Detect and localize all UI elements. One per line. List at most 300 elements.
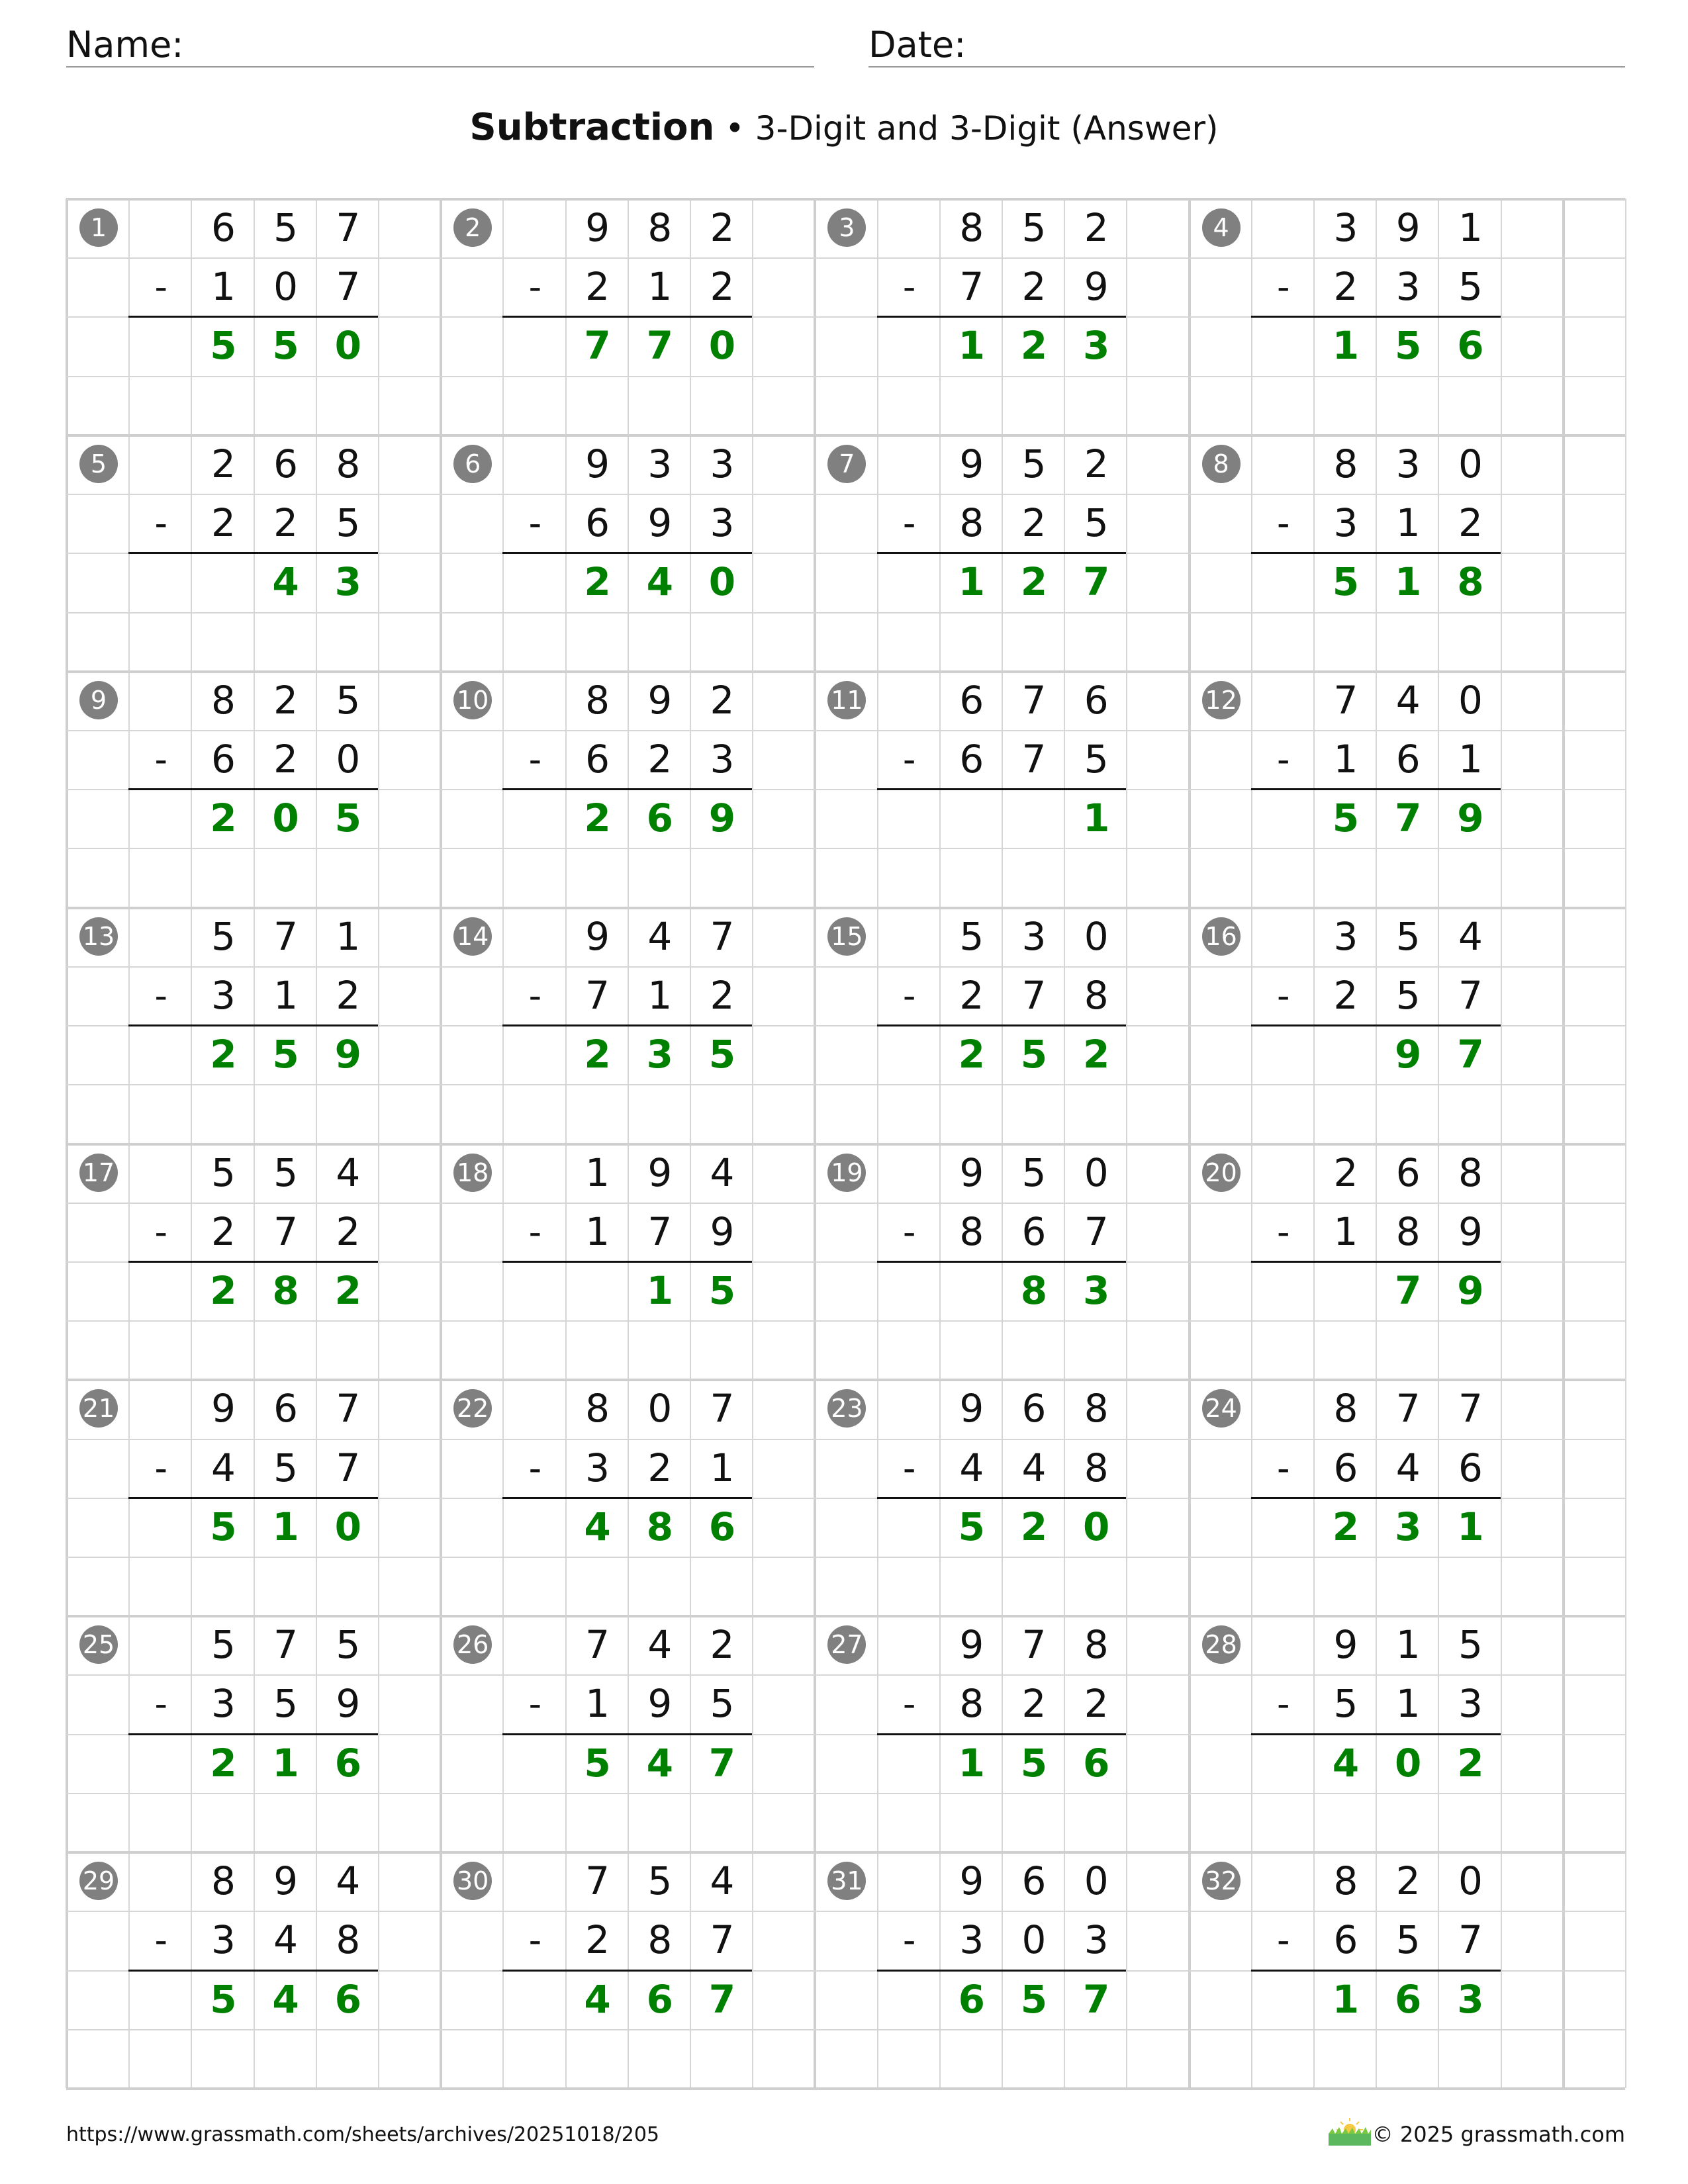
answer-rule — [502, 552, 752, 554]
problem-3 — [814, 199, 1204, 435]
answer-digit[interactable]: 0 — [708, 323, 736, 369]
answer-digit[interactable]: 9 — [1457, 796, 1484, 841]
subtrahend-digit: 2 — [710, 264, 735, 310]
answer-digit[interactable]: 0 — [334, 1504, 361, 1549]
minus-sign: - — [902, 1447, 916, 1489]
problem-29 — [66, 1852, 456, 2088]
answer-rule — [1251, 1024, 1501, 1026]
problem-number-badge: 2 — [453, 208, 492, 247]
grass-sun-logo-icon — [1326, 2115, 1374, 2147]
minus-sign: - — [528, 1683, 542, 1725]
answer-rule — [1251, 1497, 1501, 1499]
answer-digit[interactable]: 1 — [958, 323, 985, 369]
answer-digit[interactable]: 1 — [958, 1740, 985, 1786]
subtrahend-digit: 1 — [1395, 500, 1421, 546]
minuend-digit: 8 — [959, 205, 984, 250]
problem-19 — [814, 1144, 1204, 1380]
problem-number-badge: 24 — [1202, 1389, 1241, 1428]
minus-sign: - — [154, 266, 167, 308]
answer-rule — [128, 316, 378, 318]
problem-21 — [66, 1379, 456, 1615]
subtrahend-digit: 3 — [1084, 1917, 1109, 1963]
problem-number-badge: 4 — [1202, 208, 1241, 247]
subtrahend-digit: 0 — [336, 736, 361, 782]
answer-digit[interactable]: 2 — [958, 1032, 985, 1077]
subtrahend-digit: 7 — [959, 264, 984, 310]
answer-digit[interactable]: 9 — [1395, 1032, 1422, 1077]
answer-digit[interactable]: 4 — [646, 1740, 673, 1786]
answer-rule — [1251, 552, 1501, 554]
minuend-digit: 5 — [1021, 1150, 1047, 1195]
answer-digit[interactable]: 5 — [210, 1976, 237, 2022]
subtrahend-digit: 5 — [1084, 736, 1109, 782]
subtrahend-digit: 8 — [647, 1917, 673, 1963]
answer-digit[interactable]: 5 — [1332, 559, 1360, 605]
problem-24 — [1189, 1379, 1579, 1615]
subtrahend-digit: 2 — [336, 972, 361, 1018]
answer-digit[interactable]: 3 — [1395, 1504, 1422, 1549]
problem-number-badge: 18 — [453, 1154, 492, 1192]
answer-digit[interactable]: 5 — [584, 1740, 611, 1786]
problem-12 — [1189, 671, 1579, 907]
problem-grid — [66, 199, 1625, 2088]
answer-digit[interactable]: 5 — [1332, 796, 1360, 841]
subtrahend-digit: 2 — [1021, 264, 1047, 310]
subtrahend-digit: 3 — [211, 1681, 236, 1727]
minuend-digit: 2 — [710, 205, 735, 250]
answer-digit[interactable]: 0 — [334, 323, 361, 369]
subtrahend-digit: 4 — [959, 1445, 984, 1490]
answer-rule — [877, 552, 1127, 554]
minuend-digit: 0 — [647, 1386, 673, 1432]
grid-vertical-line — [1625, 199, 1626, 2088]
name-line[interactable] — [66, 66, 814, 68]
answer-digit[interactable]: 0 — [1083, 1504, 1110, 1549]
minuend-digit: 3 — [647, 441, 673, 486]
problem-26 — [440, 1615, 830, 1852]
minuend-digit: 8 — [211, 1858, 236, 1904]
subtrahend-digit: 3 — [1458, 1681, 1483, 1727]
subtrahend-digit: 2 — [585, 264, 610, 310]
answer-digit[interactable] — [1313, 1025, 1378, 1084]
minuend-digit: 2 — [211, 441, 236, 486]
subtrahend-digit: 5 — [1395, 1917, 1421, 1963]
answer-rule — [877, 316, 1127, 318]
answer-digit[interactable]: 2 — [1020, 559, 1048, 605]
answer-rule — [1251, 1733, 1501, 1735]
answer-rule — [128, 552, 378, 554]
minus-sign: - — [902, 738, 916, 780]
answer-digit[interactable]: 2 — [1083, 1032, 1110, 1077]
subtrahend-digit: 2 — [273, 736, 299, 782]
answer-digit[interactable]: 7 — [584, 323, 611, 369]
minuend-digit: 9 — [273, 1858, 299, 1904]
answer-digit[interactable]: 8 — [1020, 1267, 1048, 1313]
problem-number-badge: 12 — [1202, 681, 1241, 719]
answer-digit[interactable]: 6 — [958, 1976, 985, 2022]
answer-digit[interactable]: 7 — [1395, 796, 1422, 841]
title-main: Subtraction — [469, 106, 715, 149]
answer-digit[interactable]: 5 — [334, 796, 361, 841]
minuend-digit: 6 — [273, 441, 299, 486]
minus-sign: - — [1277, 1447, 1290, 1489]
problem-4 — [1189, 199, 1579, 435]
minus-sign: - — [154, 1210, 167, 1253]
subtrahend-digit: 1 — [1395, 1681, 1421, 1727]
problem-2 — [440, 199, 830, 435]
subtrahend-digit: 3 — [585, 1445, 610, 1490]
answer-digit[interactable]: 2 — [334, 1267, 361, 1313]
answer-digit[interactable]: 9 — [708, 796, 736, 841]
subtrahend-digit: 4 — [273, 1917, 299, 1963]
subtrahend-digit: 2 — [336, 1208, 361, 1254]
problem-5 — [66, 435, 456, 671]
problem-13 — [66, 907, 456, 1144]
problem-30 — [440, 1852, 830, 2088]
answer-digit[interactable]: 6 — [1457, 323, 1484, 369]
answer-digit[interactable] — [191, 553, 256, 612]
answer-digit[interactable]: 6 — [646, 796, 673, 841]
subtrahend-digit: 9 — [647, 500, 673, 546]
minuend-digit: 8 — [1333, 1858, 1358, 1904]
answer-rule — [502, 1497, 752, 1499]
minus-sign: - — [902, 1683, 916, 1725]
subtrahend-digit: 4 — [1395, 1445, 1421, 1490]
answer-digit[interactable]: 5 — [272, 323, 299, 369]
problem-7 — [814, 435, 1204, 671]
minuend-digit: 4 — [336, 1858, 361, 1904]
problem-number-badge: 11 — [827, 681, 866, 719]
problem-20 — [1189, 1144, 1579, 1380]
minuend-digit: 9 — [585, 913, 610, 959]
answer-digit[interactable]: 6 — [1395, 1976, 1422, 2022]
answer-digit[interactable]: 5 — [1020, 1740, 1048, 1786]
subtrahend-digit: 8 — [959, 1681, 984, 1727]
answer-digit[interactable]: 2 — [210, 1032, 237, 1077]
answer-digit[interactable]: 7 — [708, 1976, 736, 2022]
minuend-digit: 0 — [1084, 1150, 1109, 1195]
answer-digit[interactable]: 4 — [584, 1504, 611, 1549]
minuend-digit: 4 — [647, 913, 673, 959]
minuend-digit: 7 — [1458, 1386, 1483, 1432]
minuend-digit: 9 — [211, 1386, 236, 1432]
minus-sign: - — [1277, 266, 1290, 308]
subtrahend-digit: 3 — [1333, 500, 1358, 546]
subtrahend-digit: 7 — [647, 1208, 673, 1254]
minus-sign: - — [528, 1447, 542, 1489]
date-label: Date: — [868, 24, 966, 66]
answer-digit[interactable] — [939, 789, 1004, 848]
minuend-digit: 8 — [647, 205, 673, 250]
minus-sign: - — [528, 1919, 542, 1962]
answer-digit[interactable]: 1 — [272, 1504, 299, 1549]
subtrahend-digit: 4 — [1021, 1445, 1047, 1490]
answer-digit[interactable]: 7 — [708, 1740, 736, 1786]
subtrahend-digit: 3 — [710, 500, 735, 546]
answer-digit[interactable]: 5 — [708, 1032, 736, 1077]
minuend-digit: 4 — [336, 1150, 361, 1195]
subtrahend-digit: 7 — [710, 1917, 735, 1963]
answer-digit[interactable]: 2 — [1332, 1504, 1360, 1549]
subtrahend-digit: 9 — [1084, 264, 1109, 310]
answer-digit[interactable]: 2 — [210, 1267, 237, 1313]
subtrahend-digit: 2 — [1458, 500, 1483, 546]
answer-digit[interactable]: 2 — [210, 796, 237, 841]
minuend-digit: 7 — [336, 205, 361, 250]
answer-digit[interactable]: 5 — [272, 1032, 299, 1077]
subtrahend-digit: 2 — [710, 972, 735, 1018]
answer-rule — [128, 788, 378, 790]
minus-sign: - — [1277, 1919, 1290, 1962]
answer-digit[interactable]: 0 — [1395, 1740, 1422, 1786]
date-line[interactable] — [868, 66, 1625, 68]
answer-digit[interactable]: 5 — [1020, 1976, 1048, 2022]
answer-rule — [1251, 1970, 1501, 1972]
answer-digit[interactable] — [565, 1261, 630, 1320]
subtrahend-digit: 2 — [1333, 264, 1358, 310]
answer-digit[interactable]: 2 — [584, 1032, 611, 1077]
minuend-digit: 4 — [710, 1858, 735, 1904]
problem-number-badge: 26 — [453, 1625, 492, 1664]
subtrahend-digit: 1 — [273, 972, 299, 1018]
answer-rule — [128, 1261, 378, 1263]
problem-number-badge: 6 — [453, 445, 492, 483]
answer-digit[interactable]: 4 — [272, 559, 299, 605]
subtrahend-digit: 3 — [1395, 264, 1421, 310]
minuend-digit: 2 — [1084, 205, 1109, 250]
minuend-digit: 0 — [1084, 1858, 1109, 1904]
subtrahend-digit: 2 — [585, 1917, 610, 1963]
answer-digit[interactable]: 7 — [646, 323, 673, 369]
minus-sign: - — [154, 974, 167, 1017]
answer-digit[interactable]: 4 — [1332, 1740, 1360, 1786]
minuend-digit: 8 — [585, 677, 610, 723]
answer-digit[interactable]: 0 — [708, 559, 736, 605]
answer-digit[interactable]: 4 — [646, 559, 673, 605]
answer-digit[interactable]: 1 — [1332, 323, 1360, 369]
minus-sign: - — [154, 1919, 167, 1962]
subtrahend-digit: 6 — [211, 736, 236, 782]
answer-digit[interactable]: 2 — [584, 559, 611, 605]
subtrahend-digit: 3 — [211, 972, 236, 1018]
answer-digit[interactable]: 1 — [1332, 1976, 1360, 2022]
minuend-digit: 8 — [1333, 441, 1358, 486]
answer-digit[interactable]: 3 — [1457, 1976, 1484, 2022]
minus-sign: - — [902, 266, 916, 308]
subtrahend-digit: 9 — [1458, 1208, 1483, 1254]
answer-digit[interactable]: 4 — [584, 1976, 611, 2022]
answer-digit[interactable]: 2 — [1457, 1740, 1484, 1786]
minuend-digit: 7 — [710, 913, 735, 959]
subtrahend-digit: 2 — [273, 500, 299, 546]
answer-digit[interactable]: 7 — [1457, 1032, 1484, 1077]
answer-rule — [877, 1970, 1127, 1972]
minuend-digit: 2 — [1395, 1858, 1421, 1904]
answer-digit[interactable]: 1 — [646, 1267, 673, 1313]
problem-8 — [1189, 435, 1579, 671]
subtrahend-digit: 5 — [336, 500, 361, 546]
minuend-digit: 9 — [585, 205, 610, 250]
answer-digit[interactable]: 4 — [272, 1976, 299, 2022]
problem-6 — [440, 435, 830, 671]
answer-digit[interactable]: 9 — [334, 1032, 361, 1077]
subtrahend-digit: 3 — [211, 1917, 236, 1963]
problem-number-badge: 17 — [79, 1154, 118, 1192]
minuend-digit: 8 — [1084, 1386, 1109, 1432]
answer-digit[interactable]: 1 — [272, 1740, 299, 1786]
answer-digit[interactable]: 6 — [334, 1740, 361, 1786]
title-subtitle: • 3-Digit and 3-Digit (Answer) — [714, 109, 1219, 148]
minuend-digit: 5 — [336, 677, 361, 723]
subtrahend-digit: 1 — [1458, 736, 1483, 782]
answer-rule — [502, 316, 752, 318]
problem-number-badge: 16 — [1202, 917, 1241, 956]
problem-18 — [440, 1144, 830, 1380]
minuend-digit: 5 — [1395, 913, 1421, 959]
subtrahend-digit: 6 — [1333, 1445, 1358, 1490]
answer-digit[interactable]: 2 — [210, 1740, 237, 1786]
subtrahend-digit: 9 — [710, 1208, 735, 1254]
subtrahend-digit: 0 — [1021, 1917, 1047, 1963]
minuend-digit: 7 — [336, 1386, 361, 1432]
footer-url: https://www.grassmath.com/sheets/archives/20251018/205 — [66, 2123, 660, 2146]
answer-digit[interactable]: 9 — [1457, 1267, 1484, 1313]
minuend-digit: 1 — [336, 913, 361, 959]
subtrahend-digit: 2 — [647, 736, 673, 782]
minuend-digit: 8 — [211, 677, 236, 723]
minuend-digit: 8 — [1458, 1150, 1483, 1195]
minuend-digit: 5 — [273, 1150, 299, 1195]
answer-digit[interactable]: 3 — [1083, 1267, 1110, 1313]
answer-rule — [877, 788, 1127, 790]
answer-digit[interactable]: 8 — [272, 1267, 299, 1313]
minuend-digit: 9 — [959, 1150, 984, 1195]
answer-rule — [128, 1970, 378, 1972]
answer-digit[interactable]: 0 — [272, 796, 299, 841]
problem-number-badge: 9 — [79, 681, 118, 719]
minuend-digit: 4 — [1395, 677, 1421, 723]
minus-sign: - — [902, 1919, 916, 1962]
subtrahend-digit: 3 — [710, 736, 735, 782]
subtrahend-digit: 1 — [1333, 1208, 1358, 1254]
answer-digit[interactable]: 7 — [1395, 1267, 1422, 1313]
subtrahend-digit: 9 — [336, 1681, 361, 1727]
answer-digit[interactable]: 7 — [1083, 1976, 1110, 2022]
minuend-digit: 7 — [1333, 677, 1358, 723]
problem-23 — [814, 1379, 1204, 1615]
subtrahend-digit: 8 — [959, 1208, 984, 1254]
problem-27 — [814, 1615, 1204, 1852]
problem-28 — [1189, 1615, 1579, 1852]
minus-sign: - — [902, 974, 916, 1017]
minuend-digit: 5 — [211, 1150, 236, 1195]
subtrahend-digit: 2 — [647, 1445, 673, 1490]
subtrahend-digit: 6 — [959, 736, 984, 782]
minuend-digit: 6 — [273, 1386, 299, 1432]
answer-digit[interactable]: 1 — [1395, 559, 1422, 605]
answer-digit[interactable]: 5 — [958, 1504, 985, 1549]
answer-digit[interactable]: 6 — [646, 1976, 673, 2022]
answer-digit[interactable]: 5 — [1020, 1032, 1048, 1077]
answer-digit[interactable]: 1 — [1457, 1504, 1484, 1549]
answer-digit[interactable]: 2 — [1020, 1504, 1048, 1549]
answer-rule — [502, 1970, 752, 1972]
minuend-digit: 2 — [273, 677, 299, 723]
answer-digit[interactable]: 5 — [210, 323, 237, 369]
minus-sign: - — [902, 502, 916, 545]
minuend-digit: 8 — [1333, 1386, 1358, 1432]
answer-digit[interactable]: 6 — [334, 1976, 361, 2022]
minuend-digit: 6 — [211, 205, 236, 250]
subtrahend-digit: 2 — [211, 500, 236, 546]
minuend-digit: 5 — [1021, 205, 1047, 250]
subtrahend-digit: 8 — [1084, 1445, 1109, 1490]
answer-digit[interactable]: 6 — [708, 1504, 736, 1549]
subtrahend-digit: 7 — [1458, 972, 1483, 1018]
minus-sign: - — [528, 1210, 542, 1253]
minuend-digit: 3 — [1021, 913, 1047, 959]
minuend-digit: 6 — [1084, 677, 1109, 723]
answer-digit[interactable]: 7 — [1083, 559, 1110, 605]
problem-number-badge: 10 — [453, 681, 492, 719]
subtrahend-digit: 2 — [1021, 500, 1047, 546]
subtrahend-digit: 1 — [710, 1445, 735, 1490]
footer-copyright: © 2025 grassmath.com — [1372, 2122, 1625, 2147]
answer-digit[interactable]: 1 — [958, 559, 985, 605]
subtrahend-digit: 6 — [585, 736, 610, 782]
minuend-digit: 1 — [585, 1150, 610, 1195]
minuend-digit: 7 — [273, 913, 299, 959]
minus-sign: - — [154, 502, 167, 545]
minuend-digit: 9 — [585, 441, 610, 486]
subtrahend-digit: 1 — [211, 264, 236, 310]
subtrahend-digit: 7 — [1021, 736, 1047, 782]
problem-11 — [814, 671, 1204, 907]
minuend-digit: 5 — [273, 205, 299, 250]
answer-digit[interactable]: 5 — [1395, 323, 1422, 369]
answer-digit[interactable]: 3 — [646, 1032, 673, 1077]
problem-number-badge: 28 — [1202, 1625, 1241, 1664]
answer-rule — [502, 1733, 752, 1735]
subtrahend-digit: 6 — [585, 500, 610, 546]
answer-digit[interactable]: 2 — [1020, 323, 1048, 369]
answer-digit[interactable]: 6 — [1083, 1740, 1110, 1786]
answer-digit[interactable] — [1313, 1261, 1378, 1320]
problem-number-badge: 13 — [79, 917, 118, 956]
problem-number-badge: 30 — [453, 1862, 492, 1900]
answer-digit[interactable]: 5 — [210, 1504, 237, 1549]
minus-sign: - — [1277, 1683, 1290, 1725]
answer-digit[interactable]: 1 — [1083, 796, 1110, 841]
minuend-digit: 7 — [710, 1386, 735, 1432]
problem-10 — [440, 671, 830, 907]
answer-digit[interactable]: 8 — [646, 1504, 673, 1549]
answer-rule — [1251, 1261, 1501, 1263]
answer-digit[interactable]: 3 — [1083, 323, 1110, 369]
answer-rule — [128, 1024, 378, 1026]
minuend-digit: 5 — [211, 1622, 236, 1668]
subtrahend-digit: 6 — [1458, 1445, 1483, 1490]
answer-digit[interactable] — [1002, 789, 1066, 848]
answer-digit[interactable]: 8 — [1457, 559, 1484, 605]
answer-digit[interactable]: 2 — [584, 796, 611, 841]
worksheet-title — [0, 106, 1688, 149]
answer-digit[interactable]: 5 — [708, 1267, 736, 1313]
answer-digit[interactable]: 3 — [334, 559, 361, 605]
minus-sign: - — [1277, 974, 1290, 1017]
minuend-digit: 9 — [647, 677, 673, 723]
answer-digit[interactable] — [939, 1261, 1004, 1320]
